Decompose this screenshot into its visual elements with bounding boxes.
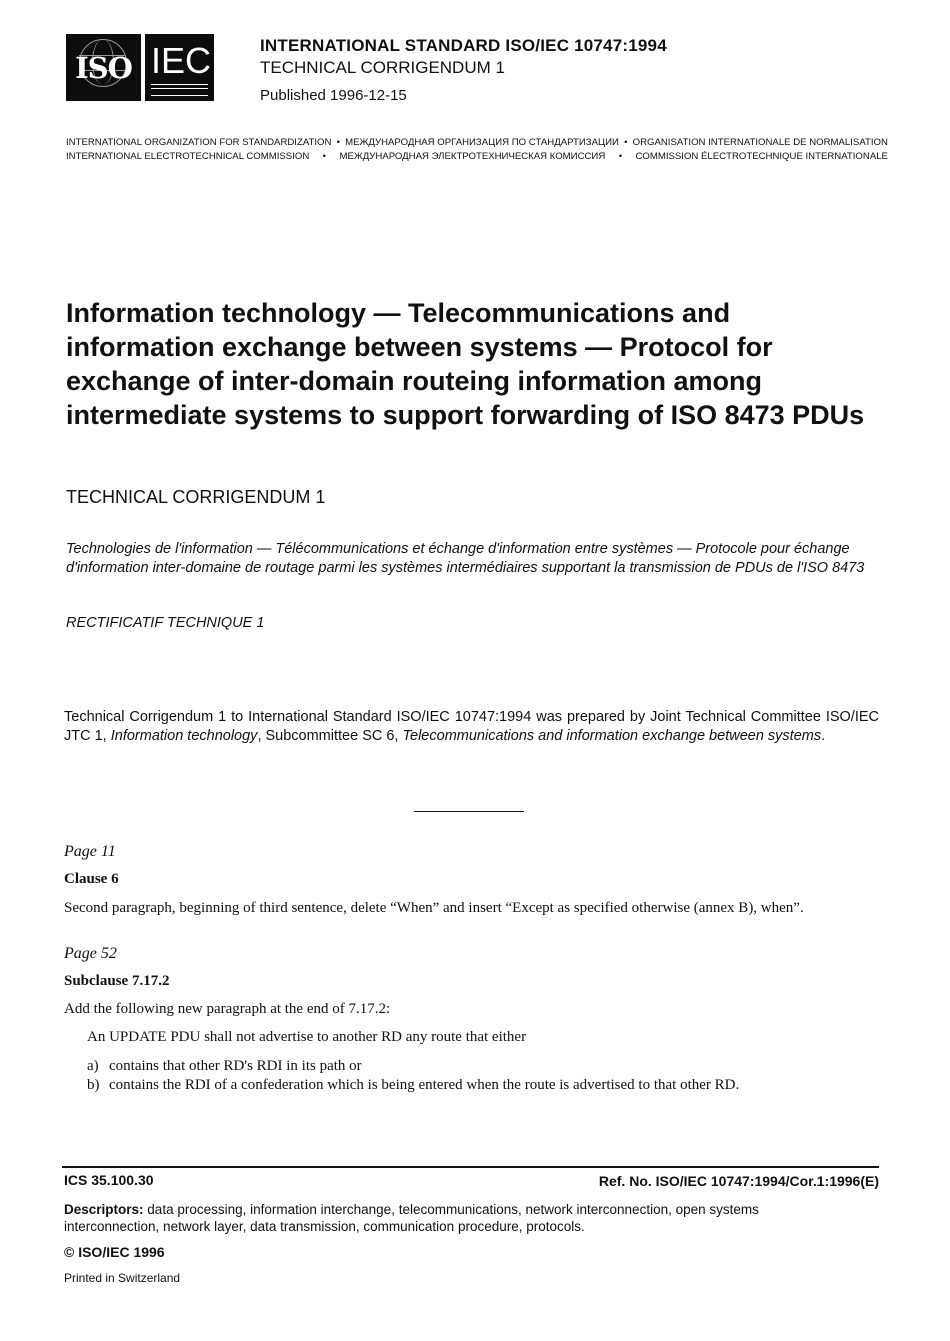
bullet: • [618, 151, 623, 162]
clause-heading: Clause 6 [64, 871, 119, 887]
org-name: INTERNATIONAL ELECTROTECHNICAL COMMISSION [66, 151, 310, 162]
organization-line-iec [66, 151, 888, 162]
document-title: Information technology — Telecommunications and information exchange between systems — Protocol for exchange of inter-domain routeing information among intermediate systems to support forwarding of ISO 8473 PDUs [66, 298, 865, 430]
page-reference: Page 52 [64, 945, 117, 962]
list-item-label: a) [87, 1058, 99, 1074]
subclause-heading: Subclause 7.17.2 [64, 973, 170, 989]
page-reference: Page 11 [64, 843, 116, 860]
org-name: МЕЖДУНАРОДНАЯ ОРГАНИЗАЦИЯ ПО СТАНДАРТИЗАЦИИ [345, 137, 619, 148]
french-corrigendum-heading: RECTIFICATIF TECHNIQUE 1 [66, 615, 265, 631]
org-name: INTERNATIONAL ORGANIZATION FOR STANDARDIZATION [66, 137, 332, 148]
corrigendum-label: TECHNICAL CORRIGENDUM 1 [260, 58, 505, 77]
corrigendum-heading: TECHNICAL CORRIGENDUM 1 [66, 487, 326, 507]
committee-name: Information technology [110, 728, 258, 744]
subclause-instruction: Add the following new paragraph at the end of 7.17.2: [64, 1001, 391, 1017]
iec-logo-text: IEC [151, 40, 212, 81]
condition-list [87, 1057, 739, 1095]
organization-line-iso [66, 137, 888, 148]
list-item [87, 1057, 739, 1076]
section-divider [414, 811, 524, 812]
footer-rule [62, 1166, 879, 1168]
descriptors-text: data processing, information interchange, telecommunications, network interconnection, open systems interconnection, network layer, data transmission, communication procedure, protocols. [64, 1202, 759, 1234]
standard-number: INTERNATIONAL STANDARD ISO/IEC 10747:1994 [260, 36, 667, 55]
iso-logo [66, 34, 141, 101]
org-name: COMMISSION ÉLECTROTECHNIQUE INTERNATIONALE [635, 151, 888, 162]
org-name: ORGANISATION INTERNATIONALE DE NORMALISATION [632, 137, 888, 148]
published-date: Published 1996-12-15 [260, 87, 407, 104]
iec-logo [145, 34, 214, 101]
new-paragraph-text: An UPDATE PDU shall not advertise to another RD any route that either [87, 1029, 527, 1045]
subcommittee-name: Telecommunications and information exchange between systems [402, 728, 822, 744]
printed-location: Printed in Switzerland [64, 1271, 181, 1285]
list-item-text: contains that other RD's RDI in its path or [109, 1058, 362, 1074]
iec-lines-icon [151, 84, 208, 96]
foreword-text: . [821, 728, 826, 744]
bullet: • [624, 137, 628, 148]
foreword-text: Technical Corrigendum 1 to International Standard ISO/IEC 10747:1994 was prepared by Joint Technical Committee ISO/IEC JTC 1, [64, 709, 879, 744]
foreword-paragraph [64, 708, 879, 746]
list-item-label: b) [87, 1077, 100, 1093]
descriptors-label: Descriptors: [64, 1202, 144, 1217]
bullet: • [336, 137, 340, 148]
iso-logo-text: ISO [75, 51, 132, 85]
org-name: МЕЖДУНАРОДНАЯ ЭЛЕКТРОТЕХНИЧЕСКАЯ КОМИССИЯ [339, 151, 606, 162]
bullet: • [322, 151, 327, 162]
list-item [87, 1076, 739, 1095]
iso-iec-logo [66, 34, 214, 101]
french-title: Technologies de l'information — Télécommunications et échange d'information entre systèmes — Protocole pour échange d'information inter-domaine de routage parmi les systèmes intermédiaires supportant la transmission de PDUs de l'ISO 8473 [66, 541, 865, 576]
copyright-notice: © ISO/IEC 1996 [64, 1244, 165, 1260]
reference-number: Ref. No. ISO/IEC 10747:1994/Cor.1:1996(E) [598, 1173, 879, 1189]
clause-correction-text: Second paragraph, beginning of third sentence, delete “When” and insert “Except as specified otherwise (annex B), when”. [64, 900, 804, 916]
ics-code: ICS 35.100.30 [64, 1172, 154, 1188]
foreword-text: , Subcommittee SC 6, [257, 728, 403, 744]
descriptors [64, 1201, 844, 1235]
list-item-text: contains the RDI of a confederation which is being entered when the route is advertised to that other RD. [109, 1077, 740, 1093]
